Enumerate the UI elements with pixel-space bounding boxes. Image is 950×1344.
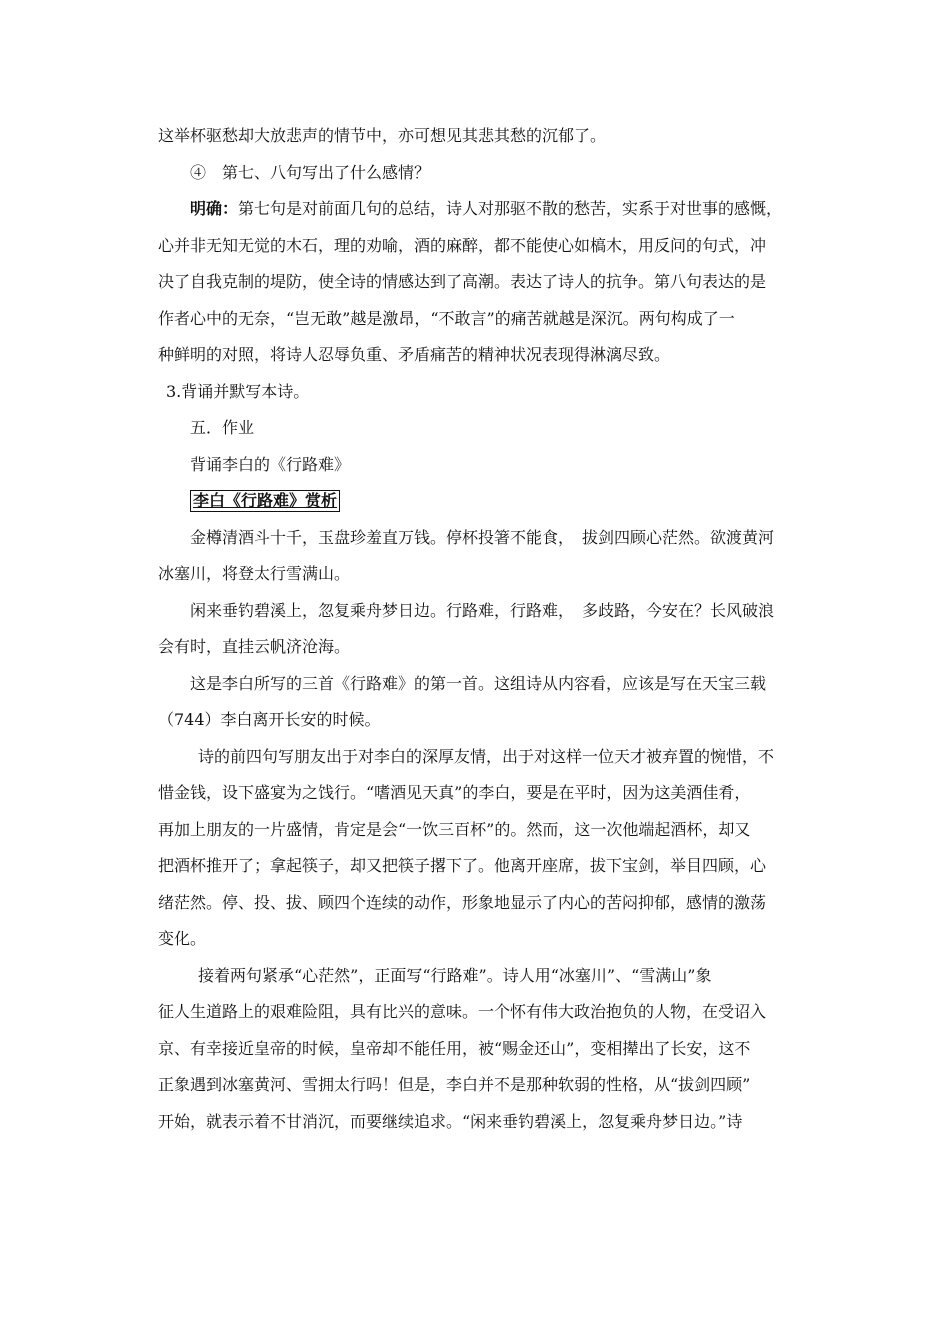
paragraph-line: 这是李白所写的三首《行路难》的第一首。这组诗从内容看，应该是写在天宝三载	[190, 673, 767, 693]
paragraph-line: 作者心中的无奈，“岂无敢”越是激昂，“不敢言”的痛苦就越是深沉。两句构成了一	[158, 308, 735, 328]
paragraph-line: 这举杯驱愁却大放悲声的情节中，亦可想见其悲其愁的沉郁了。	[158, 126, 607, 145]
paragraph-line: 京、有幸接近皇帝的时候，皇帝却不能任用，被“赐金还山”，变相撵出了长安，这不	[158, 1038, 751, 1058]
paragraph-line: 惜金钱，设下盛宴为之饯行。“嗜酒见天真”的李白，要是在平时，因为这美酒佳肴，	[158, 783, 751, 802]
homework-line: 背诵李白的《行路难》	[190, 454, 351, 474]
task-line: 3.背诵并默写本诗。	[166, 381, 310, 401]
paragraph-line: 种鲜明的对照，将诗人忍辱负重、矛盾痛苦的精神状况表现得淋漓尽致。	[158, 345, 671, 364]
answer-line	[158, 191, 806, 228]
answer-text: 第七句是对前面几句的总结，诗人对那驱不散的愁苦，实系于对世事的感慨，	[238, 199, 783, 218]
paragraph-line: 开始，就表示着不甘消沉，而要继续追求。“闲来垂钓碧溪上，忽复乘舟梦日边。”诗	[158, 1111, 743, 1131]
paragraph-line: 接着两句紧承“心茫然”，正面写“行路难”。诗人用“冰塞川”、“雪满山”象	[198, 965, 712, 985]
section-heading: 五．作业	[190, 418, 255, 437]
poem-line: 冰塞川，将登太行雪满山。	[158, 564, 351, 583]
analysis-heading: 李白《行路难》赏析	[190, 490, 340, 512]
paragraph-line: （744）李白离开长安的时候。	[158, 710, 381, 729]
paragraph-line: 绪茫然。停、投、拔、顾四个连续的动作，形象地显示了内心的苦闷抑郁，感情的激荡	[158, 892, 767, 912]
paragraph-line: 决了自我克制的堤防，使全诗的情感达到了高潮。表达了诗人的抗争。第八句表达的是	[158, 272, 767, 291]
analysis-heading-row	[158, 483, 806, 520]
question-line: ④ 第七、八句写出了什么感情？	[190, 162, 431, 182]
paragraph-line: 诗的前四句写朋友出于对李白的深厚友情，出于对这样一位天才被弃置的惋惜，不	[198, 746, 775, 766]
poem-line: 会有时，直挂云帆济沧海。	[158, 637, 351, 656]
paragraph-line: 征人生道路上的艰难险阻，具有比兴的意味。一个怀有伟大政治抱负的人物，在受诏入	[158, 1002, 767, 1021]
answer-label: 明确：	[190, 199, 239, 218]
paragraph-line: 把酒杯推开了；拿起筷子，却又把筷子撂下了。他离开座席，拔下宝剑，举目四顾，心	[158, 856, 767, 875]
paragraph-line: 再加上朋友的一片盛情，肯定是会“一饮三百杯”的。然而，这一次他端起酒杯，却又	[158, 819, 751, 839]
document-body	[158, 118, 806, 1140]
paragraph-line: 正象遇到冰塞黄河、雪拥太行吗！但是，李白并不是那种软弱的性格，从“拔剑四顾”	[158, 1075, 751, 1094]
paragraph-line: 心并非无知无觉的木石，理的劝喻，酒的麻醉，都不能使心如槁木，用反问的句式，冲	[158, 235, 767, 255]
poem-line: 闲来垂钓碧溪上，忽复乘舟梦日边。行路难，行路难， 多歧路，今安在？长风破浪	[190, 600, 775, 620]
poem-line: 金樽清酒斗十千，玉盘珍羞直万钱。停杯投箸不能食， 拔剑四顾心茫然。欲渡黄河	[190, 527, 775, 547]
paragraph-line: 变化。	[158, 929, 207, 948]
